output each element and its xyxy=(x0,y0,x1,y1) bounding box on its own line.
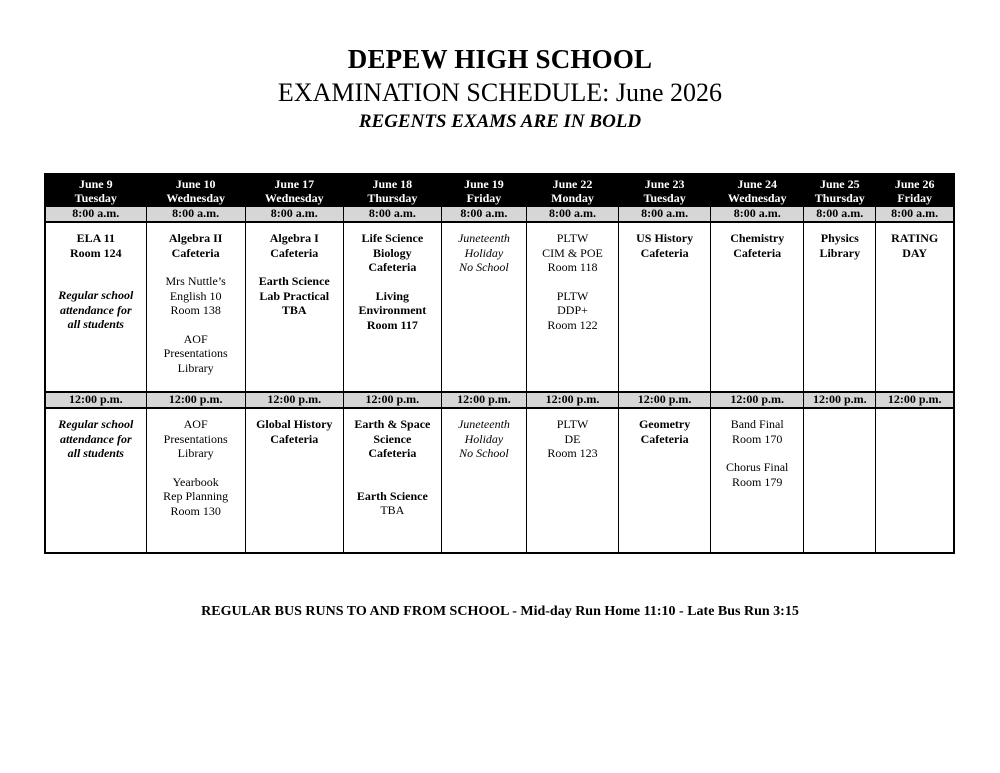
line-spacer xyxy=(149,318,243,332)
pm-time-cell: 12:00 p.m. xyxy=(343,392,441,408)
exam-line: Chorus Final xyxy=(726,460,789,474)
pm-time-cell: 12:00 p.m. xyxy=(245,392,343,408)
exam-line: Cafeteria xyxy=(270,431,319,446)
exam-line: Chemistry xyxy=(730,231,785,245)
exam-line: PLTW xyxy=(556,288,589,303)
exam-line: PLTW xyxy=(556,417,589,431)
exam-line: Cafeteria xyxy=(171,245,220,260)
exam-line: Science xyxy=(373,431,412,446)
pm-time-cell: 12:00 p.m. xyxy=(45,392,146,408)
day-date: June 23 xyxy=(644,176,685,191)
exam-line: English 10 xyxy=(169,288,222,303)
am-time-cell: 8:00 a.m. xyxy=(876,206,954,222)
day-date: June 19 xyxy=(464,176,504,191)
am-time-cell: 8:00 a.m. xyxy=(804,206,876,222)
day-header-cell xyxy=(146,174,245,206)
exam-line: Library xyxy=(177,360,214,375)
exam-line: Rep Planning xyxy=(163,489,229,503)
day-header-cell xyxy=(804,174,876,206)
pm-time-cell: 12:00 p.m. xyxy=(441,392,526,408)
exam-line: Room 130 xyxy=(170,503,221,518)
exam-line: Earth Science xyxy=(258,274,330,288)
day-date: June 18 xyxy=(372,176,413,191)
exam-line: Room 118 xyxy=(547,260,598,274)
am-time-cell: 8:00 a.m. xyxy=(711,206,804,222)
am-time-cell: 8:00 a.m. xyxy=(343,206,441,222)
pm-exam-cell xyxy=(804,408,876,553)
exam-line: US History xyxy=(636,231,694,245)
exam-line: attendance for xyxy=(59,431,132,446)
exam-line: RATING xyxy=(891,231,939,245)
am-exam-cell xyxy=(619,222,711,392)
am-exam-cell xyxy=(526,222,618,392)
exam-line: Cafeteria xyxy=(368,446,417,460)
line-spacer xyxy=(248,260,341,274)
day-weekday: Tuesday xyxy=(74,190,117,205)
day-header-cell xyxy=(619,174,711,206)
day-header-cell xyxy=(45,174,146,206)
pm-exam-cell xyxy=(343,408,441,553)
exam-line: Global History xyxy=(256,417,333,431)
exam-line: Living xyxy=(375,288,410,303)
exam-line: Biology xyxy=(373,245,412,260)
am-exam-cell xyxy=(146,222,245,392)
day-weekday: Wednesday xyxy=(264,190,324,205)
am-exam-row xyxy=(45,222,954,392)
exam-line: Room 179 xyxy=(732,474,783,489)
exam-line: Physics xyxy=(820,231,859,245)
am-time-cell: 8:00 a.m. xyxy=(619,206,711,222)
pm-time-cell: 12:00 p.m. xyxy=(526,392,618,408)
exam-line: Room 117 xyxy=(366,317,418,332)
exam-line: DAY xyxy=(902,245,928,260)
am-exam-cell xyxy=(343,222,441,392)
exam-line: Presentations xyxy=(163,431,228,446)
exam-line: PLTW xyxy=(556,231,589,245)
line-spacer xyxy=(346,275,439,289)
school-title: DEPEW HIGH SCHOOL xyxy=(347,44,653,74)
pm-time-cell: 12:00 p.m. xyxy=(619,392,711,408)
day-header-cell xyxy=(343,174,441,206)
exam-line: Holiday xyxy=(464,245,504,260)
exam-line: Cafeteria xyxy=(270,245,319,260)
exam-line: Regular school xyxy=(58,288,134,302)
exam-line: Cafeteria xyxy=(640,245,689,260)
day-date: June 25 xyxy=(819,176,860,191)
bus-schedule-note: REGULAR BUS RUNS TO AND FROM SCHOOL - Mid-day Run Home 11:10 - Late Bus Run 3:15 xyxy=(201,604,799,619)
pm-exam-cell xyxy=(146,408,245,553)
line-spacer xyxy=(48,274,144,288)
exam-line: all students xyxy=(67,317,124,331)
exam-line: AOF xyxy=(183,331,208,346)
am-exam-cell xyxy=(876,222,954,392)
day-date: June 17 xyxy=(274,176,315,191)
exam-line: Cafeteria xyxy=(368,260,417,274)
date-header-row xyxy=(45,174,954,206)
exam-line: Environment xyxy=(358,303,427,317)
exam-line: Juneteenth xyxy=(457,417,510,431)
exam-line: Regular school xyxy=(58,417,134,431)
exam-line: attendance for xyxy=(59,302,132,317)
day-weekday: Thursday xyxy=(814,190,865,205)
exam-line: No School xyxy=(459,446,509,460)
exam-line: Geometry xyxy=(638,417,691,431)
exam-line: Lab Practical xyxy=(259,288,330,303)
am-exam-cell xyxy=(245,222,343,392)
exam-line: Earth & Space xyxy=(354,417,431,431)
day-weekday: Tuesday xyxy=(643,190,686,205)
exam-line: Algebra I xyxy=(269,231,319,245)
day-header-cell xyxy=(711,174,804,206)
am-exam-cell xyxy=(441,222,526,392)
day-date: June 22 xyxy=(552,176,593,191)
exam-line: TBA xyxy=(380,503,405,517)
exam-line: Room 123 xyxy=(547,446,598,460)
day-weekday: Thursday xyxy=(367,190,418,205)
pm-time-cell: 12:00 p.m. xyxy=(804,392,876,408)
am-time-cell: 8:00 a.m. xyxy=(146,206,245,222)
day-header-cell xyxy=(526,174,618,206)
exam-line: Cafeteria xyxy=(640,431,689,446)
exam-line: Room 170 xyxy=(732,431,783,446)
pm-time-cell: 12:00 p.m. xyxy=(711,392,804,408)
day-header-cell xyxy=(876,174,954,206)
pm-time-cell: 12:00 p.m. xyxy=(146,392,245,408)
exam-line: No School xyxy=(459,260,509,274)
exam-line: AOF xyxy=(183,417,208,431)
exam-line: DE xyxy=(564,431,581,446)
am-time-cell: 8:00 a.m. xyxy=(526,206,618,222)
exam-line: TBA xyxy=(281,303,307,317)
exam-line: Earth Science xyxy=(356,488,428,503)
am-time-cell: 8:00 a.m. xyxy=(245,206,343,222)
day-date: June 24 xyxy=(737,176,778,191)
exam-line: Holiday xyxy=(464,431,504,446)
exam-line: Library xyxy=(177,446,214,460)
am-exam-cell xyxy=(45,222,146,392)
line-spacer xyxy=(529,275,616,289)
regents-note: REGENTS EXAMS ARE IN BOLD xyxy=(358,111,642,132)
day-header-cell xyxy=(245,174,343,206)
day-date: June 9 xyxy=(78,176,113,191)
day-weekday: Wednesday xyxy=(727,190,787,205)
line-spacer xyxy=(713,446,801,460)
exam-line: Band Final xyxy=(730,417,784,431)
exam-line: all students xyxy=(67,446,124,460)
am-time-cell: 8:00 a.m. xyxy=(45,206,146,222)
exam-line: Algebra II xyxy=(168,231,223,245)
am-exam-cell xyxy=(711,222,804,392)
line-spacer xyxy=(149,461,243,475)
exam-line: Juneteenth xyxy=(457,231,510,245)
line-spacer xyxy=(48,260,144,274)
day-weekday: Monday xyxy=(551,190,594,205)
pm-exam-cell xyxy=(245,408,343,553)
exam-line: Room 124 xyxy=(69,245,122,260)
line-spacer xyxy=(346,461,439,475)
pm-time-row xyxy=(45,392,954,408)
day-weekday: Friday xyxy=(897,190,932,205)
exam-line: Yearbook xyxy=(172,474,219,489)
exam-line: CIM & POE xyxy=(542,245,603,260)
pm-exam-cell xyxy=(711,408,804,553)
pm-exam-cell xyxy=(619,408,711,553)
day-date: June 10 xyxy=(175,176,216,191)
exam-line: Room 122 xyxy=(547,317,598,332)
am-exam-cell xyxy=(804,222,876,392)
day-date: June 26 xyxy=(894,176,935,191)
exam-line: DDP+ xyxy=(557,303,588,317)
pm-exam-cell xyxy=(526,408,618,553)
exam-schedule-table xyxy=(44,173,955,554)
am-time-row xyxy=(45,206,954,222)
exam-line: Mrs Nuttle’s xyxy=(165,274,226,288)
pm-exam-cell xyxy=(45,408,146,553)
pm-exam-cell xyxy=(876,408,954,553)
pm-time-cell: 12:00 p.m. xyxy=(876,392,954,408)
schedule-title: EXAMINATION SCHEDULE: June 2026 xyxy=(277,78,723,107)
line-spacer xyxy=(346,475,439,489)
pm-exam-row xyxy=(45,408,954,553)
day-header-cell xyxy=(441,174,526,206)
exam-line: Cafeteria xyxy=(733,245,782,260)
exam-line: Room 138 xyxy=(170,303,221,317)
exam-line: Life Science xyxy=(361,231,424,245)
exam-line: ELA 11 xyxy=(76,231,115,245)
day-weekday: Friday xyxy=(466,190,502,205)
day-weekday: Wednesday xyxy=(166,190,225,205)
exam-line: Library xyxy=(819,245,861,260)
exam-line: Presentations xyxy=(163,346,228,360)
line-spacer xyxy=(149,260,243,274)
pm-exam-cell xyxy=(441,408,526,553)
am-time-cell: 8:00 a.m. xyxy=(441,206,526,222)
